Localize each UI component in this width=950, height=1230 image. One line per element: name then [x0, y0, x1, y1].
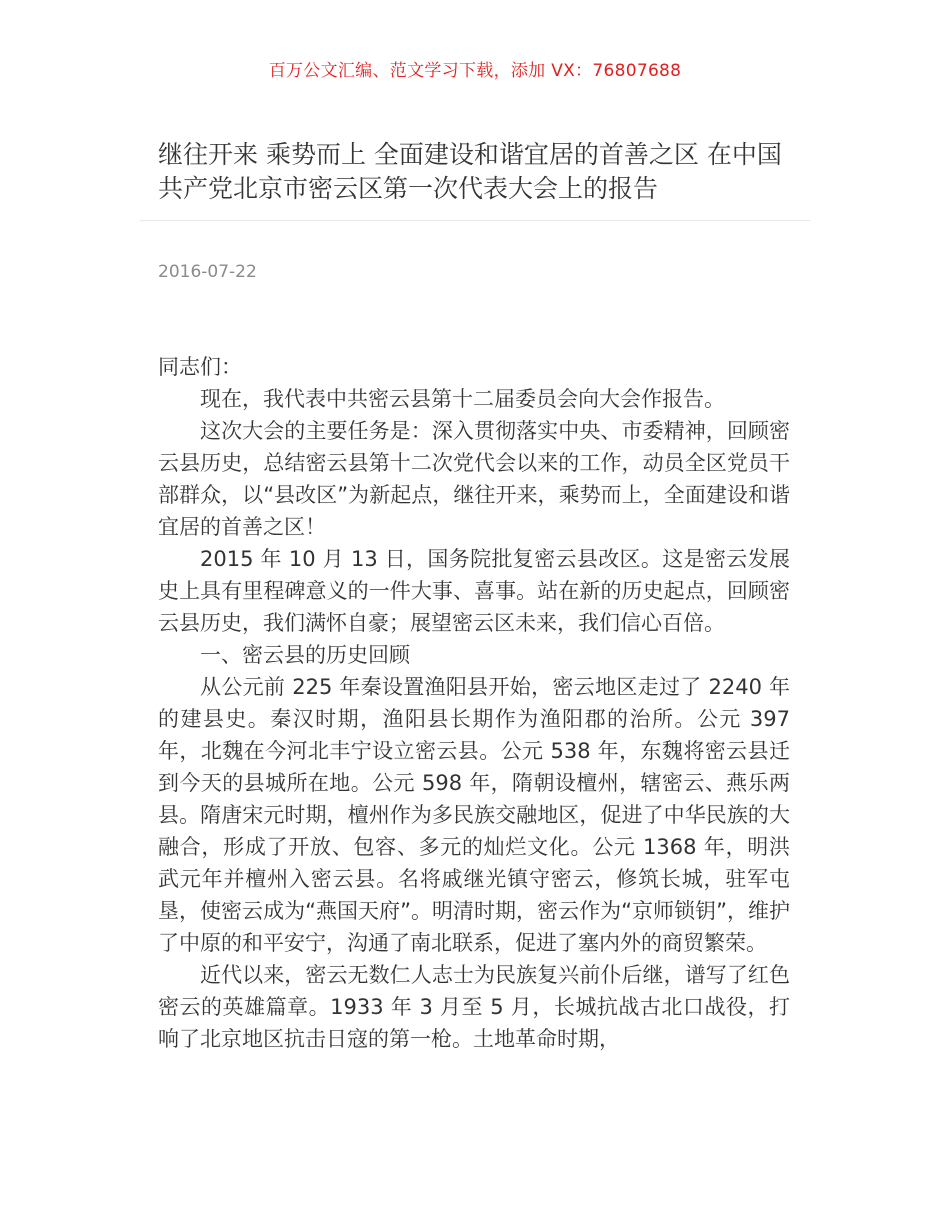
section-heading: 一、密云县的历史回顾 [200, 643, 410, 667]
article-title: 继往开来 乘势而上 全面建设和谐宜居的首善之区 在中国共产党北京市密云区第一次代表大会上的报告 [158, 140, 782, 203]
title-divider [140, 220, 810, 221]
header-banner: 百万公文汇编、范文学习下载，添加 VX：76807688 [268, 61, 682, 81]
paragraph: 这次大会的主要任务是：深入贯彻落实中央、市委精神，回顾密云县历史，总结密云县第十二次党代会以来的工作，动员全区党员干部群众，以“县改区”为新起点，继往开来，乘势而上，全面建设和谐宜居的首善之区！ [158, 419, 790, 539]
paragraph: 2015 年 10 月 13 日，国务院批复密云县改区。这是密云发展史上具有里程碑意义的一件大事、喜事。站在新的历史起点，回顾密云县历史，我们满怀自豪；展望密云区未来，我们信心百倍。 [158, 547, 790, 635]
paragraph: 从公元前 225 年秦设置渔阳县开始，密云地区走过了 2240 年的建县史。秦汉时期，渔阳县长期作为渔阳郡的治所。公元 397 年，北魏在今河北丰宁设立密云县。公元 538 年，东魏将密云县迁到今天的县城所在地。公元 598 年，隋朝设檀州，辖密云、燕乐两县。隋唐宋元时期，檀州作为多民族交融地区，促进了中华民族的大融合，形成了开放、包容、多元的灿烂文化。公元 1368 年，明洪武元年并檀州入密云县。名将戚继光镇守密云，修筑长城，驻军屯垦，使密云成为“燕国天府”。明清时期，密云作为“京师锁钥”，维护了中原的和平安宁，沟通了南北联系，促进了塞内外的商贸繁荣。 [158, 675, 790, 955]
publish-date: 2016-07-22 [158, 262, 257, 282]
paragraph: 现在，我代表中共密云县第十二届委员会向大会作报告。 [200, 387, 725, 411]
salutation: 同志们： [158, 355, 242, 379]
article-body [158, 351, 790, 1055]
paragraph: 近代以来，密云无数仁人志士为民族复兴前仆后继，谱写了红色密云的英雄篇章。1933 年 3 月至 5 月，长城抗战古北口战役，打响了北京地区抗击日寇的第一枪。土地革命时期， [158, 963, 790, 1051]
